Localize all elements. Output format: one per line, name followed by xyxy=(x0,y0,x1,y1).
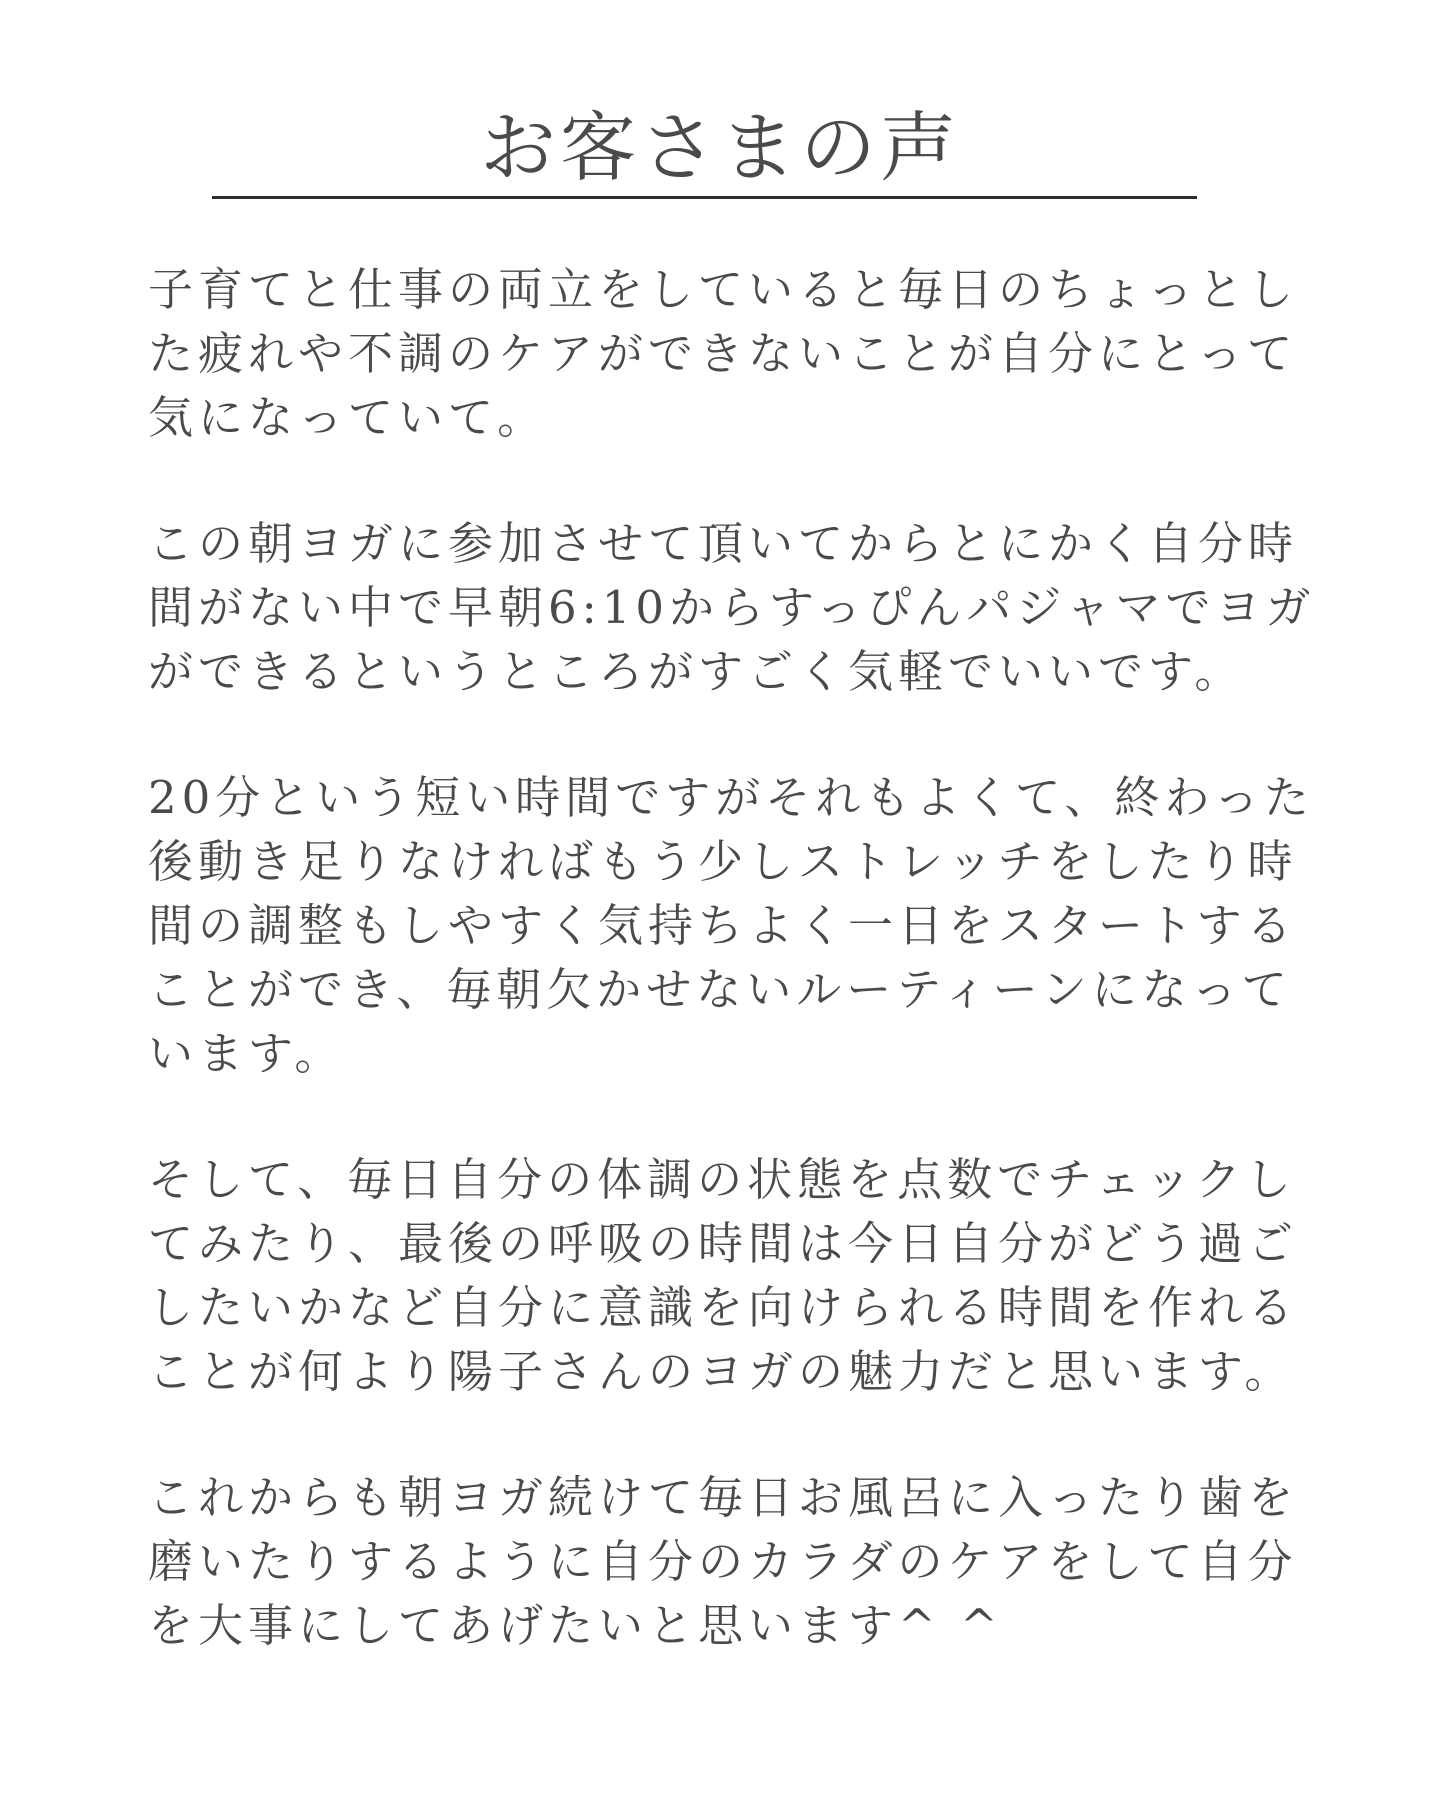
testimonial-body xyxy=(148,258,1316,1720)
text-line: ができるというところがすごく気軽でいいです。 xyxy=(148,645,1245,698)
page-title: お客さまの声 xyxy=(480,103,960,192)
text-line: てみたり、最後の呼吸の時間は今日自分がどう過ご xyxy=(148,1217,1299,1270)
paragraph-1 xyxy=(148,258,1299,450)
text-line: 間がない中で早朝6:10からすっぴんパジャマでヨガ xyxy=(148,581,1316,634)
text-line: これからも朝ヨガ続けて毎日お風呂に入ったり歯を xyxy=(148,1471,1299,1524)
text-line: 20分という短い時間ですがそれもよくて、終わった xyxy=(148,771,1314,824)
text-line: 磨いたりするように自分のカラダのケアをして自分 xyxy=(148,1535,1298,1588)
text-line: この朝ヨガに参加させて頂いてからとにかく自分時 xyxy=(148,517,1299,570)
text-line: 子育てと仕事の両立をしていると毎日のちょっとし xyxy=(148,263,1299,316)
paragraph-4 xyxy=(148,1148,1299,1404)
text-line: を大事にしてあげたいと思います^ ^ xyxy=(148,1599,1003,1652)
text-line: 後動き足りなければもう少しストレッチをしたり時 xyxy=(148,835,1298,888)
text-line: ことができ、毎朝欠かせないルーティーンになって xyxy=(148,963,1292,1016)
text-line: います。 xyxy=(148,1027,345,1080)
title-underline xyxy=(212,196,1197,199)
paragraph-3 xyxy=(148,766,1314,1086)
text-line: ことが何より陽子さんのヨガの魅力だと思います。 xyxy=(148,1345,1295,1398)
paragraph-5 xyxy=(148,1466,1299,1658)
text-line: た疲れや不調のケアができないことが自分にとって xyxy=(148,327,1298,380)
text-line: そして、毎日自分の体調の状態を点数でチェックし xyxy=(148,1153,1296,1206)
text-line: したいかなど自分に意識を向けられる時間を作れる xyxy=(148,1281,1299,1334)
paragraph-2 xyxy=(148,512,1316,704)
text-line: 間の調整もしやすく気持ちよく一日をスタートする xyxy=(148,899,1297,952)
text-line: 気になっていて。 xyxy=(148,391,548,444)
